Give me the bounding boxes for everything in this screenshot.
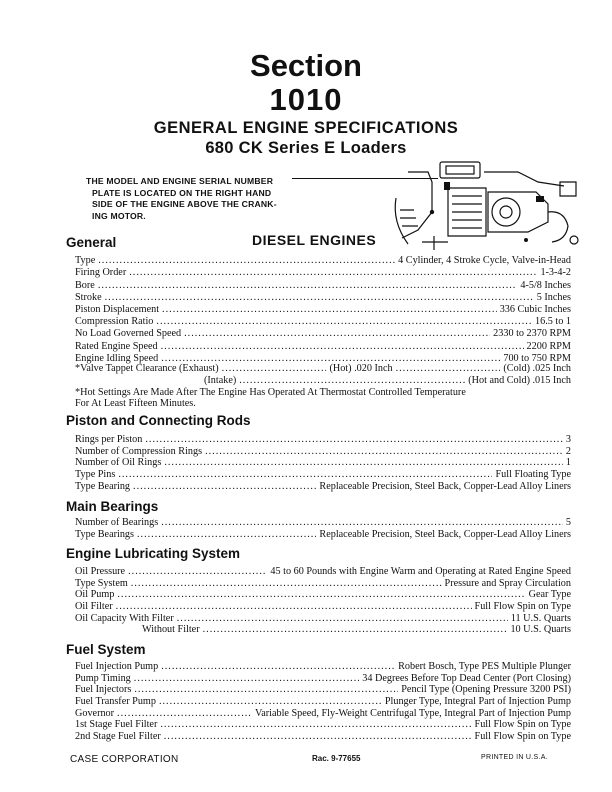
- spec-row: [75, 707, 571, 718]
- spec-label: Rings per Piston: [75, 434, 143, 446]
- diesel-engines-heading: DIESEL ENGINES: [252, 232, 377, 248]
- section-label: Section: [250, 48, 362, 83]
- spec-value: (Cold) .025 Inch: [503, 363, 571, 375]
- serial-plate-note-line: PLATE IS LOCATED ON THE RIGHT HAND: [92, 187, 272, 198]
- spec-row: [75, 469, 571, 480]
- footnote-line: For At Least Fifteen Minutes.: [75, 398, 196, 410]
- spec-label: Engine Idling Speed: [75, 352, 159, 364]
- spec-label: Oil Pump: [75, 589, 115, 601]
- spec-label: Compression Ratio: [75, 316, 154, 328]
- spec-value: Replaceable Precision, Steel Back, Copper-Lead Alloy Liners: [319, 528, 571, 540]
- spec-row: [75, 612, 571, 623]
- spec-value: Plunger Type, Integral Part of Injection Pump: [384, 696, 571, 708]
- leader-dots: [137, 529, 316, 540]
- spec-label: Fuel Injectors: [75, 684, 132, 696]
- leader-dots: [129, 267, 537, 278]
- spec-row: [75, 719, 571, 730]
- spec-label: (Intake): [204, 374, 237, 386]
- spec-label: Without Filter: [142, 624, 200, 636]
- spec-label: 1st Stage Fuel Filter: [75, 719, 158, 731]
- spec-value: Variable Speed, Fly-Weight Centrifugal Type, Integral Part of Injection Pump: [255, 707, 571, 719]
- spec-row: [75, 304, 571, 315]
- spec-row: [75, 566, 571, 577]
- spec-label: Bore: [75, 279, 95, 291]
- spec-value: 45 to 60 Pounds with Engine Warm and Operating at Rated Engine Speed: [270, 566, 571, 578]
- spec-row: [75, 517, 571, 528]
- spec-label: Firing Order: [75, 267, 127, 279]
- spec-label: Oil Filter: [75, 601, 113, 613]
- leader-dots: [145, 434, 563, 445]
- leader-dots: [134, 684, 398, 695]
- leader-dots: [98, 255, 395, 266]
- leader-dots: [164, 457, 563, 468]
- section-heading-lubrication: Engine Lubricating System: [66, 546, 241, 561]
- spec-row: [75, 661, 571, 672]
- spec-value: Pressure and Spray Circulation: [444, 577, 571, 589]
- spec-value: Pencil Type (Opening Pressure 3200 PSI): [401, 684, 571, 696]
- spec-row: [75, 267, 571, 278]
- leader-dots: [134, 673, 359, 684]
- section-heading-piston: Piston and Connecting Rods: [66, 413, 251, 428]
- spec-label: Type Pins: [75, 469, 116, 481]
- spec-row: [75, 529, 571, 540]
- leader-dots: [205, 446, 563, 457]
- leader-dots: [133, 481, 316, 492]
- spec-row: [75, 340, 571, 351]
- leader-dots: [162, 304, 497, 315]
- leader-dots: [164, 731, 472, 742]
- section-number: 1010: [269, 82, 343, 117]
- leader-dots: [222, 363, 327, 374]
- leader-dots: [98, 280, 518, 291]
- spec-label: Fuel Transfer Pump: [75, 696, 156, 708]
- spec-value: 2: [565, 445, 571, 457]
- spec-label: *Valve Tappet Clearance (Exhaust): [75, 363, 219, 375]
- spec-row: [75, 457, 571, 468]
- spec-label: Type System: [75, 577, 128, 589]
- serial-plate-note-line: ING MOTOR.: [92, 210, 146, 221]
- spec-label: Number of Oil Rings: [75, 457, 162, 469]
- tappet-intake-row: [204, 375, 571, 386]
- spec-value: 4 Cylinder, 4 Stroke Cycle, Valve-in-Head: [398, 255, 571, 267]
- hot-settings-footnote: [75, 387, 575, 410]
- spec-label: Number of Compression Rings: [75, 445, 203, 457]
- engine-illustration-icon: [388, 152, 588, 252]
- leader-dots: [239, 375, 465, 386]
- spec-label: Rated Engine Speed: [75, 340, 158, 352]
- spec-row: [75, 589, 571, 600]
- spec-value: 5 Inches: [536, 291, 571, 303]
- spec-row: [75, 255, 571, 266]
- spec-value: Replaceable Precision, Steel Back, Copper-Lead Alloy Liners: [319, 480, 571, 492]
- leader-dots: [203, 624, 508, 635]
- spec-label: Oil Capacity With Filter: [75, 612, 174, 624]
- spec-value: 2200 RPM: [526, 340, 571, 352]
- spec-label: 2nd Stage Fuel Filter: [75, 730, 161, 742]
- leader-dots: [160, 719, 471, 730]
- spec-value: 34 Degrees Before Top Dead Center (Port Closing): [362, 672, 571, 684]
- spec-value: Full Flow Spin on Type: [474, 601, 571, 613]
- spec-row: [75, 328, 571, 339]
- spec-label: Governor: [75, 707, 115, 719]
- spec-label: Piston Displacement: [75, 304, 160, 316]
- spec-label: Type Bearings: [75, 528, 134, 540]
- section-heading-general: General: [66, 235, 117, 250]
- spec-value: 700 to 750 RPM: [503, 352, 571, 364]
- spec-value: Full Flow Spin on Type: [474, 719, 571, 731]
- spec-value: 1: [565, 457, 571, 469]
- spec-row: [75, 292, 571, 303]
- spec-value: (Hot) .020 Inch: [329, 363, 393, 375]
- leader-dots: [184, 328, 490, 339]
- spec-value: 11 U.S. Quarts: [510, 612, 571, 624]
- spec-value: 4-5/8 Inches: [520, 279, 571, 291]
- spec-label: Oil Pressure: [75, 566, 126, 578]
- leader-dots: [118, 469, 492, 480]
- spec-value: 336 Cubic Inches: [499, 304, 571, 316]
- spec-row: [75, 696, 571, 707]
- section-heading-main-bearings: Main Bearings: [66, 499, 159, 514]
- serial-plate-note-line: SIDE OF THE ENGINE ABOVE THE CRANK-: [92, 199, 277, 209]
- leader-dots: [161, 661, 395, 672]
- spec-value: Full Floating Type: [495, 469, 571, 481]
- leader-dots: [128, 566, 267, 577]
- spec-row: [75, 684, 571, 695]
- spec-label: Pump Timing: [75, 672, 131, 684]
- leader-dots: [117, 708, 252, 719]
- spec-value: 10 U.S. Quarts: [510, 624, 571, 636]
- spec-value: Robert Bosch, Type PES Multiple Plunger: [398, 661, 571, 673]
- spec-value: Gear Type: [528, 589, 571, 601]
- leader-dots: [116, 601, 472, 612]
- page-subtitle: 680 CK Series E Loaders: [205, 139, 407, 157]
- spec-row: [75, 578, 571, 589]
- spec-value: 1-3-4-2: [540, 267, 571, 279]
- footer-reference: Rac. 9-77655: [312, 754, 361, 763]
- spec-label: Type: [75, 255, 96, 267]
- spec-row: [75, 480, 571, 491]
- leader-dots: [161, 341, 524, 352]
- leader-dots: [177, 613, 508, 624]
- spec-label: No Load Governed Speed: [75, 328, 182, 340]
- spec-value: Full Flow Spin on Type: [474, 730, 571, 742]
- spec-label: Fuel Injection Pump: [75, 661, 159, 673]
- spec-row: [75, 316, 571, 327]
- leader-dots: [131, 578, 442, 589]
- page-title: GENERAL ENGINE SPECIFICATIONS: [153, 119, 459, 137]
- leader-dots: [105, 292, 534, 303]
- serial-plate-note: [86, 176, 277, 222]
- spec-row: [75, 673, 571, 684]
- spec-row: [142, 624, 571, 635]
- spec-row: [75, 601, 571, 612]
- spec-value: 5: [565, 517, 571, 529]
- spec-label: Type Bearing: [75, 480, 131, 492]
- leader-dots: [396, 363, 501, 374]
- leader-dots: [159, 696, 382, 707]
- leader-dots: [161, 517, 563, 528]
- footer-company: CASE CORPORATION: [70, 754, 179, 765]
- spec-value: 3: [565, 434, 571, 446]
- leader-dots: [117, 589, 525, 600]
- spec-row: [75, 434, 571, 445]
- footnote-line: *Hot Settings Are Made After The Engine Has Operated At Thermostat Controlled Temperature: [75, 387, 466, 398]
- spec-label: Number of Bearings: [75, 517, 159, 529]
- spec-value: 2330 to 2370 RPM: [493, 328, 571, 340]
- spec-row: [75, 731, 571, 742]
- serial-plate-note-line: THE MODEL AND ENGINE SERIAL NUMBER: [86, 176, 274, 186]
- footer-printed: PRINTED IN U.S.A.: [481, 754, 548, 761]
- tappet-exhaust-row: [75, 363, 571, 374]
- spec-label: Stroke: [75, 291, 102, 303]
- spec-row: [75, 446, 571, 457]
- spec-value: (Hot and Cold) .015 Inch: [468, 374, 571, 386]
- section-heading-fuel: Fuel System: [66, 642, 146, 657]
- spec-value: 16.5 to 1: [535, 316, 571, 328]
- spec-row: [75, 279, 571, 290]
- leader-dots: [156, 316, 532, 327]
